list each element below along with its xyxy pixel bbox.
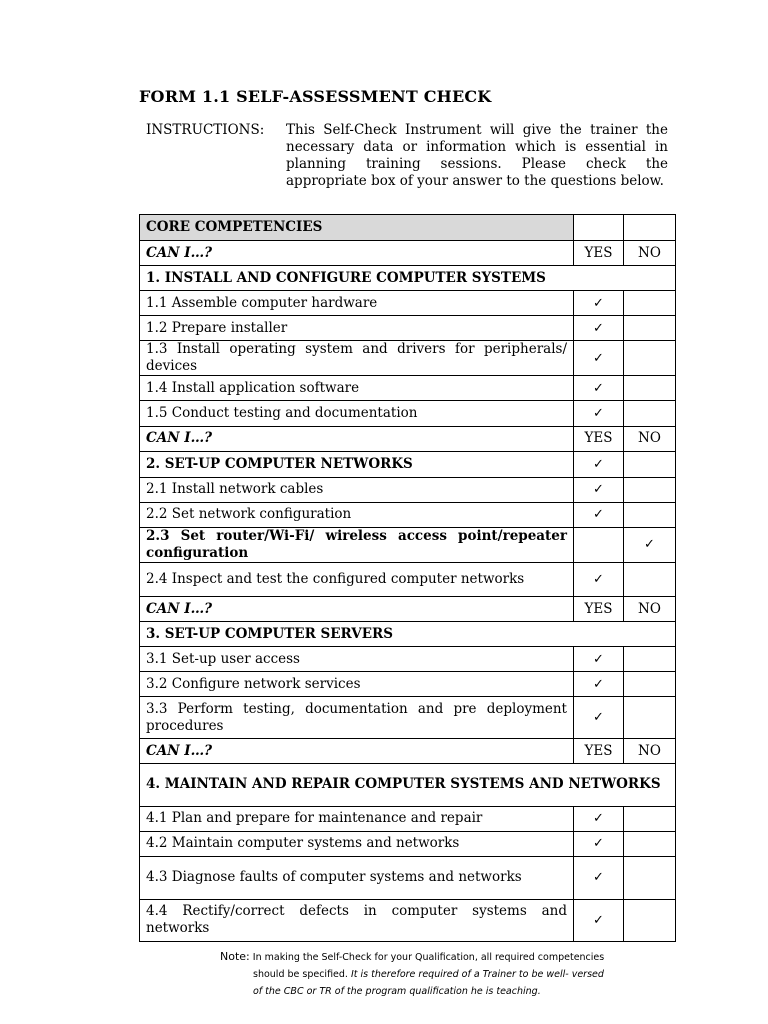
- competency-row: [140, 401, 676, 426]
- check-icon: ✓: [593, 380, 604, 396]
- competency-label: 2.2 Set network configuration: [140, 502, 574, 527]
- competency-label: 2.4 Inspect and test the configured computer networks: [140, 562, 574, 596]
- no-checkbox[interactable]: [624, 316, 676, 341]
- section-row: [140, 266, 676, 291]
- yes-checkbox[interactable]: [574, 316, 624, 341]
- can-i-label: CAN I…?: [140, 241, 574, 266]
- competency-label: 4.1 Plan and prepare for maintenance and repair: [140, 806, 574, 831]
- no-checkbox[interactable]: [624, 672, 676, 697]
- competency-label: 4.2 Maintain computer systems and networks: [140, 831, 574, 856]
- competency-row: [140, 477, 676, 502]
- yes-label: YES: [574, 241, 624, 266]
- no-checkbox[interactable]: [624, 502, 676, 527]
- competency-row: [140, 316, 676, 341]
- yes-checkbox[interactable]: [574, 856, 624, 899]
- can-i-row: [140, 596, 676, 621]
- note-line-2b: It is therefore required of a Trainer to be well- versed: [351, 969, 604, 980]
- yes-checkbox[interactable]: [574, 502, 624, 527]
- section-title: 3. SET-UP COMPUTER SERVERS: [140, 622, 676, 647]
- competency-row: [140, 856, 676, 899]
- check-icon: ✓: [593, 482, 604, 498]
- check-icon: ✓: [593, 710, 604, 726]
- competency-label: 2.1 Install network cables: [140, 477, 574, 502]
- yes-checkbox[interactable]: [574, 899, 624, 941]
- no-checkbox[interactable]: [624, 562, 676, 596]
- no-checkbox[interactable]: [624, 899, 676, 941]
- no-checkbox[interactable]: [624, 291, 676, 316]
- check-icon: ✓: [593, 320, 604, 336]
- form-title: FORM 1.1 SELF-ASSESSMENT CHECK: [139, 87, 492, 106]
- section-row: [140, 764, 676, 806]
- no-label: NO: [624, 241, 676, 266]
- yes-checkbox[interactable]: [574, 401, 624, 426]
- competency-label: 1.3 Install operating system and drivers for peripherals/ devices: [140, 341, 574, 376]
- can-i-row: [140, 241, 676, 266]
- yes-checkbox[interactable]: [574, 291, 624, 316]
- check-icon: ✓: [593, 870, 604, 886]
- no-checkbox[interactable]: [624, 401, 676, 426]
- section-row: [140, 622, 676, 647]
- instructions-label: INSTRUCTIONS:: [146, 122, 265, 138]
- competency-label: 1.1 Assemble computer hardware: [140, 291, 574, 316]
- no-label: NO: [624, 426, 676, 451]
- instructions-text: This Self-Check Instrument will give the trainer the necessary data or information which is essential in planning training sessions. Please check the appropriate box of your answer to the questions below.: [286, 122, 668, 189]
- competency-row: [140, 527, 676, 562]
- note-line-3: of the CBC or TR of the program qualification he is teaching.: [253, 986, 541, 997]
- competency-label: 1.2 Prepare installer: [140, 316, 574, 341]
- competency-label: 4.3 Diagnose faults of computer systems and networks: [140, 856, 574, 899]
- competency-row: [140, 647, 676, 672]
- yes-checkbox[interactable]: [574, 341, 624, 376]
- yes-checkbox[interactable]: [574, 451, 624, 477]
- note-label: Note:: [220, 950, 250, 963]
- yes-label: YES: [574, 426, 624, 451]
- section-title: 2. SET-UP COMPUTER NETWORKS: [140, 451, 574, 477]
- check-icon: ✓: [593, 295, 604, 311]
- check-icon: ✓: [593, 651, 604, 667]
- no-label: NO: [624, 739, 676, 764]
- no-checkbox[interactable]: [624, 856, 676, 899]
- no-checkbox[interactable]: [624, 451, 676, 477]
- no-checkbox[interactable]: [624, 341, 676, 376]
- can-i-row: [140, 739, 676, 764]
- header-empty-cell: [574, 215, 624, 241]
- competency-row: [140, 831, 676, 856]
- check-icon: ✓: [593, 507, 604, 523]
- yes-checkbox[interactable]: [574, 647, 624, 672]
- competency-label: 4.4 Rectify/correct defects in computer systems and networks: [140, 899, 574, 941]
- competency-row: [140, 341, 676, 376]
- footnote: [220, 948, 640, 1000]
- can-i-label: CAN I…?: [140, 596, 574, 621]
- yes-checkbox[interactable]: [574, 477, 624, 502]
- section-title: 4. MAINTAIN AND REPAIR COMPUTER SYSTEMS AND NETWORKS: [140, 764, 676, 806]
- competency-row: [140, 291, 676, 316]
- competency-label: 3.2 Configure network services: [140, 672, 574, 697]
- competency-row: [140, 697, 676, 739]
- header-row: [140, 215, 676, 241]
- section-title: 1. INSTALL AND CONFIGURE COMPUTER SYSTEMS: [140, 266, 676, 291]
- yes-checkbox[interactable]: [574, 562, 624, 596]
- check-icon: ✓: [593, 456, 604, 472]
- yes-label: YES: [574, 596, 624, 621]
- competency-row: [140, 899, 676, 941]
- competency-label: 1.4 Install application software: [140, 376, 574, 401]
- yes-checkbox[interactable]: [574, 672, 624, 697]
- no-checkbox[interactable]: [624, 477, 676, 502]
- no-checkbox[interactable]: [624, 806, 676, 831]
- can-i-label: CAN I…?: [140, 426, 574, 451]
- competency-row: [140, 672, 676, 697]
- competency-label: 2.3 Set router/Wi-Fi/ wireless access point/repeater configuration: [140, 527, 574, 562]
- no-checkbox[interactable]: [624, 697, 676, 739]
- no-checkbox[interactable]: [624, 527, 676, 562]
- yes-checkbox[interactable]: [574, 527, 624, 562]
- yes-checkbox[interactable]: [574, 697, 624, 739]
- competency-label: 3.3 Perform testing, documentation and pre deployment procedures: [140, 697, 574, 739]
- no-label: NO: [624, 596, 676, 621]
- yes-checkbox[interactable]: [574, 831, 624, 856]
- check-icon: ✓: [593, 811, 604, 827]
- check-icon: ✓: [593, 676, 604, 692]
- check-icon: ✓: [593, 406, 604, 421]
- yes-label: YES: [574, 739, 624, 764]
- competency-label: 3.1 Set-up user access: [140, 647, 574, 672]
- competency-row: [140, 376, 676, 401]
- yes-checkbox[interactable]: [574, 376, 624, 401]
- can-i-row: [140, 426, 676, 451]
- core-competencies-header: CORE COMPETENCIES: [140, 215, 574, 241]
- competency-row: [140, 502, 676, 527]
- can-i-label: CAN I…?: [140, 739, 574, 764]
- header-empty-cell: [624, 215, 676, 241]
- self-assessment-table: [139, 214, 676, 942]
- note-line-1: In making the Self-Check for your Qualification, all required competencies: [252, 952, 605, 963]
- competency-row: [140, 806, 676, 831]
- check-icon: ✓: [593, 350, 604, 366]
- check-icon: ✓: [593, 912, 604, 928]
- no-checkbox[interactable]: [624, 376, 676, 401]
- check-icon: ✓: [644, 537, 655, 553]
- no-checkbox[interactable]: [624, 647, 676, 672]
- competency-row: [140, 562, 676, 596]
- check-icon: ✓: [593, 836, 604, 852]
- section-row: [140, 451, 676, 477]
- yes-checkbox[interactable]: [574, 806, 624, 831]
- note-line-2a: should be specified.: [253, 969, 348, 980]
- no-checkbox[interactable]: [624, 831, 676, 856]
- check-icon: ✓: [593, 571, 604, 587]
- competency-label: 1.5 Conduct testing and documentation: [140, 401, 574, 426]
